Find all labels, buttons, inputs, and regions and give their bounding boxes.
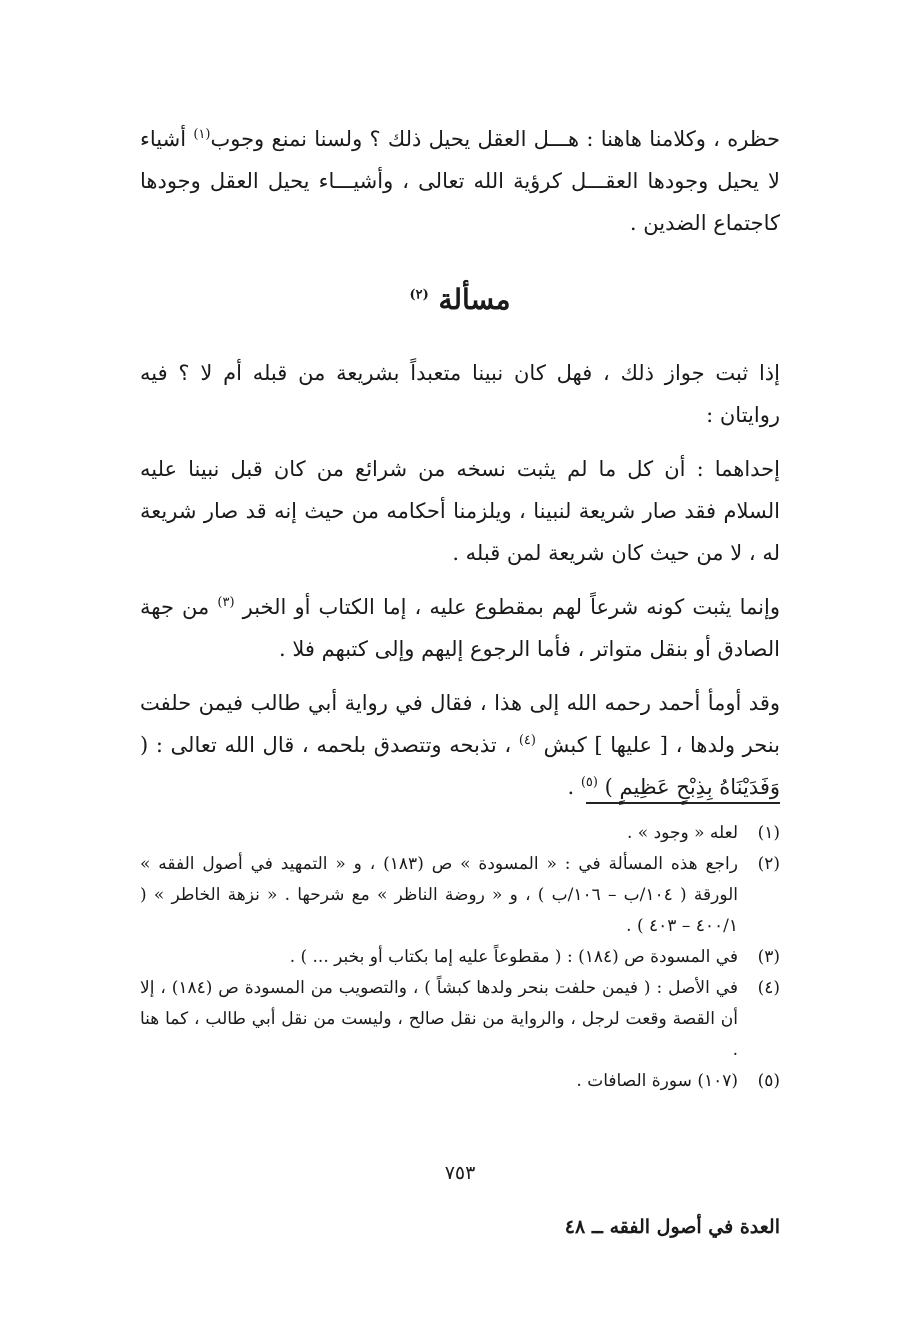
footnote-ref-5: (٥) <box>580 775 598 790</box>
intro-text: حظره ، وكلامنا هاهنا : هـــل العقل يحيل ذلك ؟ ولسنا نمنع وجوب$^{(١)}$ أشياء لا يحيل وجودها العقـــل كرؤية الله تعالى ، وأشيـــاء يحيل العقل وجودها كاجتماع الضدين . <box>140 127 780 235</box>
footnote-ref-3: (٣) <box>217 595 235 610</box>
footnote-3 <box>140 942 780 973</box>
main-body <box>140 352 780 808</box>
heading-title: مسألة <box>438 283 511 316</box>
footnote-5 <box>140 1066 780 1097</box>
page-number: ٧٥٣ <box>444 1162 476 1184</box>
footnotes <box>140 818 780 1097</box>
paragraph-1: إذا ثبت جواز ذلك ، فهل كان نبينا متعبداً بشريعة من قبله أم لا ؟ فيه روايتان : <box>140 361 780 427</box>
footnote-text: في المسودة ص (١٨٤) : ( مقطوعاً عليه إما بكتاب أو بخبر ... ) . <box>289 947 738 967</box>
footnote-number: (٥) <box>757 1071 780 1091</box>
footnote-text: في الأصل : ( فيمن حلفت بنحر ولدها كبشاً ) ، والتصويب من المسودة ص (١٨٤) ، إلا أن القصة وقعت لرجل ، والرواية من نقل صالح ، وليست من نقل أبي طالب ، كما هنا . <box>140 978 738 1060</box>
intro-paragraph <box>140 118 780 244</box>
footnote-2 <box>140 849 780 942</box>
running-footer: العدة في أصول الفقه ــ ٤٨ <box>564 1216 780 1238</box>
footnote-ref-2: (٢) <box>409 287 429 303</box>
footnote-ref-4: (٤) <box>518 733 536 748</box>
paragraph-4: وقد أومأ أحمد رحمه الله إلى هذا ، فقال في رواية أبي طالب فيمن حلفت بنحر ولدها ، [ عليها ] كبش $^{(٤)}$ ، تذبحه وتتصدق بلحمه ، قال الله تعالى : ( وَفَدَيْنَاهُ بِذِبْحٍ عَظِيمٍ ) $^{(٥)}$ . <box>140 691 780 799</box>
footnote-number: (١) <box>757 823 780 843</box>
footnote-number: (٤) <box>757 978 780 998</box>
paragraph-2: إحداهما : أن كل ما لم يثبت نسخه من شرائع من كان قبل نبينا عليه السلام فقد صار شريعة لنبينا ، ويلزمنا أحكامه من حيث إنه قد صار شريعة له ، لا من حيث كان شريعة لمن قبله . <box>140 457 780 565</box>
footnote-number: (٢) <box>757 854 780 874</box>
footnote-text: (١٠٧) سورة الصافات . <box>576 1071 738 1091</box>
section-heading <box>140 272 780 328</box>
footnote-text: لعله « وجود » . <box>626 823 738 843</box>
footnote-separator <box>586 802 780 804</box>
footnote-ref-1: (١) <box>193 127 211 142</box>
footnote-1 <box>140 818 780 849</box>
footnote-text: راجع هذه المسألة في : « المسودة » ص (١٨٣) ، و « التمهيد في أصول الفقه » الورقة ( ١٠٤/ب – ١٠٦/ب ) ، و « روضة الناظر » مع شرحها . « نزهة الخاطر » ( ٤٠٠/١ – ٤٠٣ ) . <box>140 854 739 936</box>
footnote-number: (٣) <box>757 947 780 967</box>
paragraph-3: وإنما يثبت كونه شرعاً لهم بمقطوع عليه ، إما الكتاب أو الخبر $^{(٣)}$ من جهة الصادق أو بنقل متواتر ، فأما الرجوع إليهم وإلى كتبهم فلا . <box>140 595 780 661</box>
footnote-4 <box>140 973 780 1066</box>
